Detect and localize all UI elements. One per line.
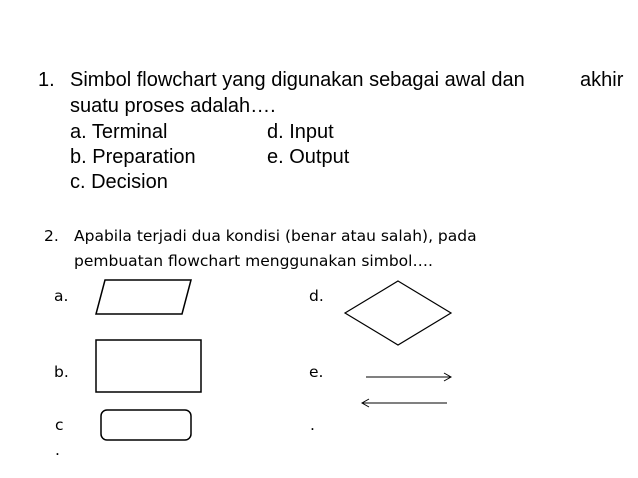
flowline-arrow-left-icon <box>362 399 447 407</box>
q2-option-c-label: c <box>55 416 64 434</box>
q2-option-b-label: b. <box>54 363 69 381</box>
q1-text-line2: suatu proses adalah…. <box>70 95 276 117</box>
terminal-rounded-symbol <box>101 410 191 440</box>
q2-option-c-dot: . <box>55 441 60 459</box>
q1-option-c: c. Decision <box>70 171 168 193</box>
q2-number: 2. <box>44 227 59 245</box>
q1-option-a: a. Terminal <box>70 121 168 143</box>
q1-option-d: d. Input <box>267 121 334 143</box>
process-rectangle-symbol <box>96 340 201 392</box>
flowline-arrow-right-icon <box>366 373 451 381</box>
q2-text-line2: pembuatan flowchart menggunakan simbol…. <box>74 252 433 270</box>
q1-option-e: e. Output <box>267 146 350 168</box>
q2-option-a-label: a. <box>54 287 69 305</box>
parallelogram-symbol <box>96 280 191 314</box>
q2-text-line1: Apabila terjadi dua kondisi (benar atau salah), pada <box>74 227 477 245</box>
q2-option-e-label: e. <box>309 363 324 381</box>
q1-option-b: b. Preparation <box>70 146 196 168</box>
q2-option-d-label: d. <box>309 287 324 305</box>
q1-text-line1-tail: akhir <box>580 69 624 91</box>
q2-extra-dot: . <box>310 416 315 434</box>
q1-text-line1: Simbol flowchart yang digunakan sebagai awal dan <box>70 69 525 91</box>
q1-number: 1. <box>38 69 55 91</box>
decision-diamond-symbol <box>345 281 451 345</box>
